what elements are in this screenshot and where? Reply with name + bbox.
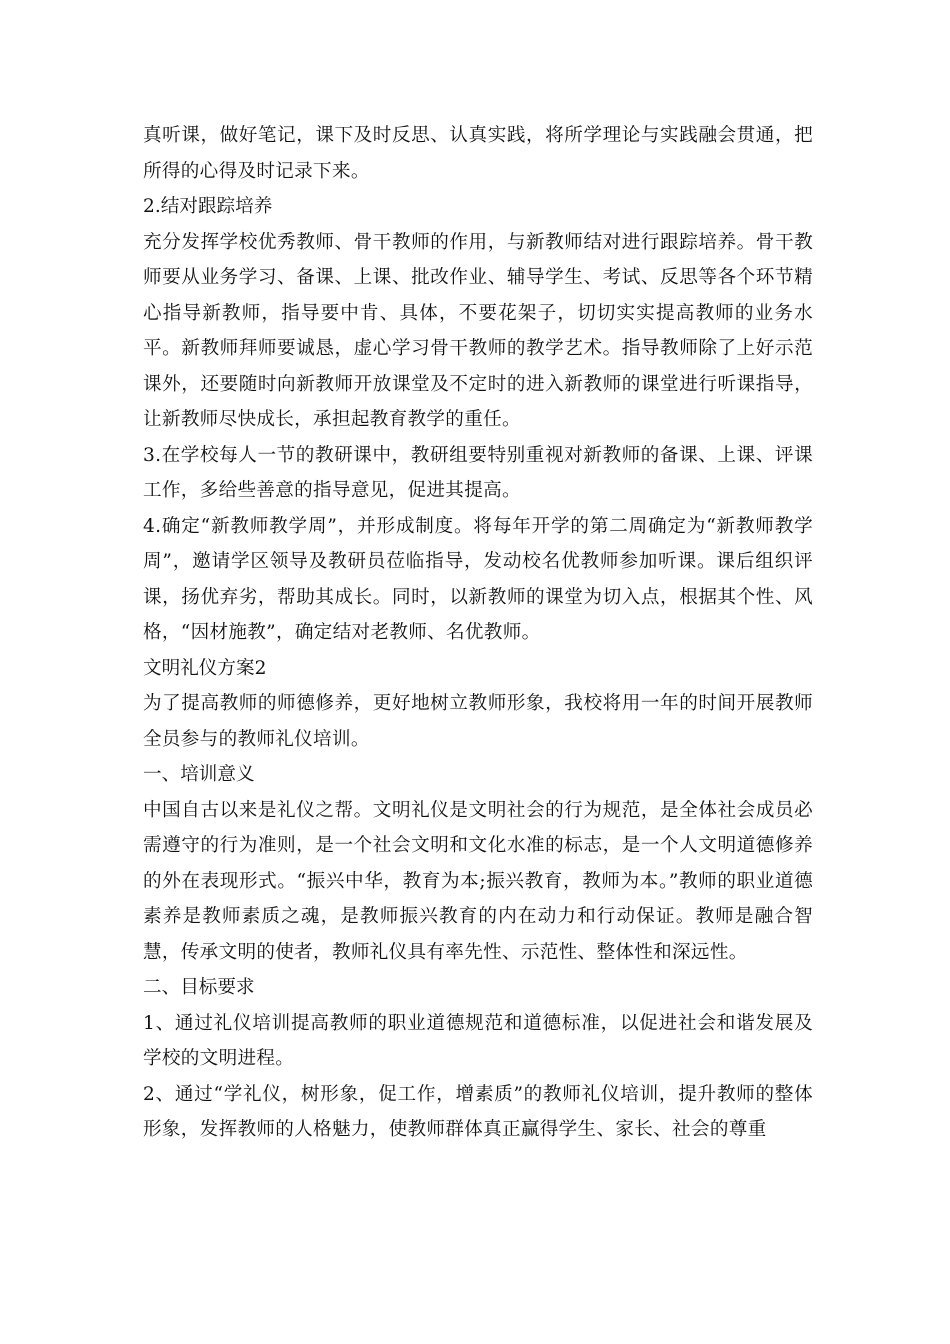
- heading-goals: 二、目标要求: [143, 977, 255, 998]
- paragraph-goal-1: 1、通过礼仪培训提高教师的职业道德规范和道德标准，以促进社会和谐发展及学校的文明进程。: [143, 1012, 813, 1069]
- paragraph-plan-intro: 为了提高教师的师德修养，更好地树立教师形象，我校将用一年的时间开展教师全员参与的教师礼仪培训。: [143, 693, 813, 750]
- paragraph-goal-2: 2、通过“学礼仪，树形象，促工作，增素质”的教师礼仪培训，提升教师的整体形象，发挥教师的人格魅力，使教师群体真正赢得学生、家长、社会的尊重: [143, 1083, 813, 1140]
- heading-pairing-training: 2.结对跟踪培养: [143, 196, 273, 217]
- heading-training-significance: 一、培训意义: [143, 764, 255, 785]
- paragraph-research-lessons: 3.在学校每人一节的教研课中，教研组要特别重视对新教师的备课、上课、评课工作，多给些善意的指导意见，促进其提高。: [143, 444, 813, 501]
- paragraph-new-teacher-week: 4.确定“新教师教学周”，并形成制度。将每年开学的第二周确定为“新教师教学周”，邀请学区领导及教研员莅临指导，发动校名优教师参加听课。课后组织评课，扬优弃劣，帮助其成长。同时，以新教师的课堂为切入点，根据其个性、风格，“因材施教”，确定结对老教师、名优教师。: [143, 515, 813, 643]
- heading-etiquette-plan-2: 文明礼仪方案2: [143, 657, 267, 679]
- paragraph-note-taking: 真听课，做好笔记，课下及时反思、认真实践，将所学理论与实践融会贯通，把所得的心得及时记录下来。: [143, 125, 813, 182]
- document-page: [143, 118, 813, 1148]
- paragraph-mentor-teachers: 充分发挥学校优秀教师、骨干教师的作用，与新教师结对进行跟踪培养。骨干教师要从业务学习、备课、上课、批改作业、辅导学生、考试、反思等各个环节精心指导新教师，指导要中肯、具体，不要花架子，切切实实提高教师的业务水平。新教师拜师要诚恳，虚心学习骨干教师的教学艺术。指导教师除了上好示范课外，还要随时向新教师开放课堂及不定时的进入新教师的课堂进行听课指导，让新教师尽快成长，承担起教育教学的重任。: [143, 231, 813, 430]
- paragraph-significance: 中国自古以来是礼仪之帮。文明礼仪是文明社会的行为规范，是全体社会成员必需遵守的行为准则，是一个社会文明和文化水准的标志，是一个人文明道德修养的外在表现形式。“振兴中华，教育为本;振兴教育，教师为本。”教师的职业道德素养是教师素质之魂，是教师振兴教育的内在动力和行动保证。教师是融合智慧，传承文明的使者，教师礼仪具有率先性、示范性、整体性和深远性。: [143, 799, 813, 963]
